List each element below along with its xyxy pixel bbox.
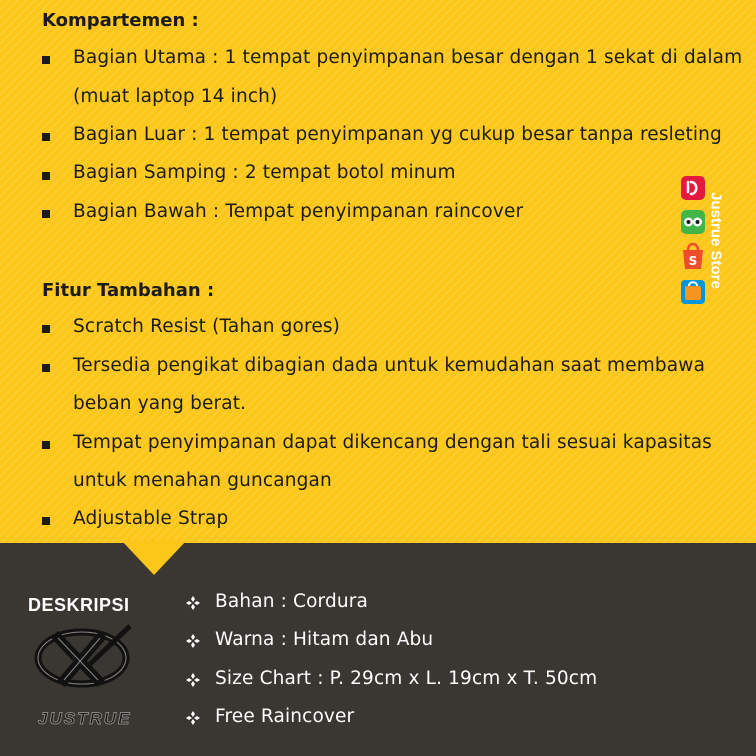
justrue-logo bbox=[30, 620, 140, 706]
bullet-icon bbox=[42, 210, 50, 218]
bullet-icon bbox=[42, 172, 50, 180]
feature-line: Tersedia pengikat dibagian dada untuk kemudahan saat membawa bbox=[73, 355, 706, 376]
shopee-icon bbox=[683, 244, 703, 269]
bukalapak-icon bbox=[681, 176, 705, 200]
compartment-line: (muat laptop 14 inch) bbox=[73, 86, 278, 107]
features-heading: Fitur Tambahan : bbox=[42, 280, 215, 301]
feature-line: Adjustable Strap bbox=[73, 508, 229, 529]
compartment-line: Bagian Bawah : Tempat penyimpanan raincover bbox=[73, 201, 524, 222]
bullet-icon bbox=[42, 56, 50, 64]
compartment-line: Bagian Luar : 1 tempat penyimpanan yg cukup besar tanpa resleting bbox=[73, 124, 722, 145]
description-item: Warna : Hitam dan Abu bbox=[215, 629, 434, 650]
description-item: Free Raincover bbox=[215, 706, 355, 727]
panel-notch bbox=[122, 541, 186, 575]
compartments-heading: Kompartemen : bbox=[42, 10, 199, 31]
feature-line: untuk menahan guncangan bbox=[73, 470, 332, 491]
brand-name: JUSTRUE bbox=[38, 709, 132, 728]
diamond-bullet-icon bbox=[185, 595, 201, 611]
bullet-icon bbox=[42, 133, 50, 141]
bullet-icon bbox=[42, 325, 50, 333]
diamond-bullet-icon bbox=[185, 672, 201, 688]
diamond-bullet-icon bbox=[185, 710, 201, 726]
store-name-vertical bbox=[706, 176, 726, 306]
tokopedia-icon bbox=[681, 210, 705, 234]
description-title: DESKRIPSI bbox=[28, 595, 130, 615]
store-name: Justrue Store bbox=[707, 192, 725, 289]
bullet-icon bbox=[42, 441, 50, 449]
blibli-icon bbox=[681, 280, 705, 304]
compartment-line: Bagian Utama : 1 tempat penyimpanan besar dengan 1 sekat di dalam bbox=[73, 47, 743, 68]
feature-line: Scratch Resist (Tahan gores) bbox=[73, 316, 341, 337]
description-item: Size Chart : P. 29cm x L. 19cm x T. 50cm bbox=[215, 668, 598, 689]
compartment-line: Bagian Samping : 2 tempat botol minum bbox=[73, 162, 456, 183]
feature-line: Tempat penyimpanan dapat dikencang dengan tali sesuai kapasitas bbox=[73, 432, 712, 453]
feature-line: beban yang berat. bbox=[73, 393, 247, 414]
description-item: Bahan : Cordura bbox=[215, 591, 368, 612]
diamond-bullet-icon bbox=[185, 633, 201, 649]
store-icons bbox=[680, 172, 706, 312]
bullet-icon bbox=[42, 364, 50, 372]
svg-text:S: S bbox=[688, 254, 698, 268]
bullet-icon bbox=[42, 517, 50, 525]
